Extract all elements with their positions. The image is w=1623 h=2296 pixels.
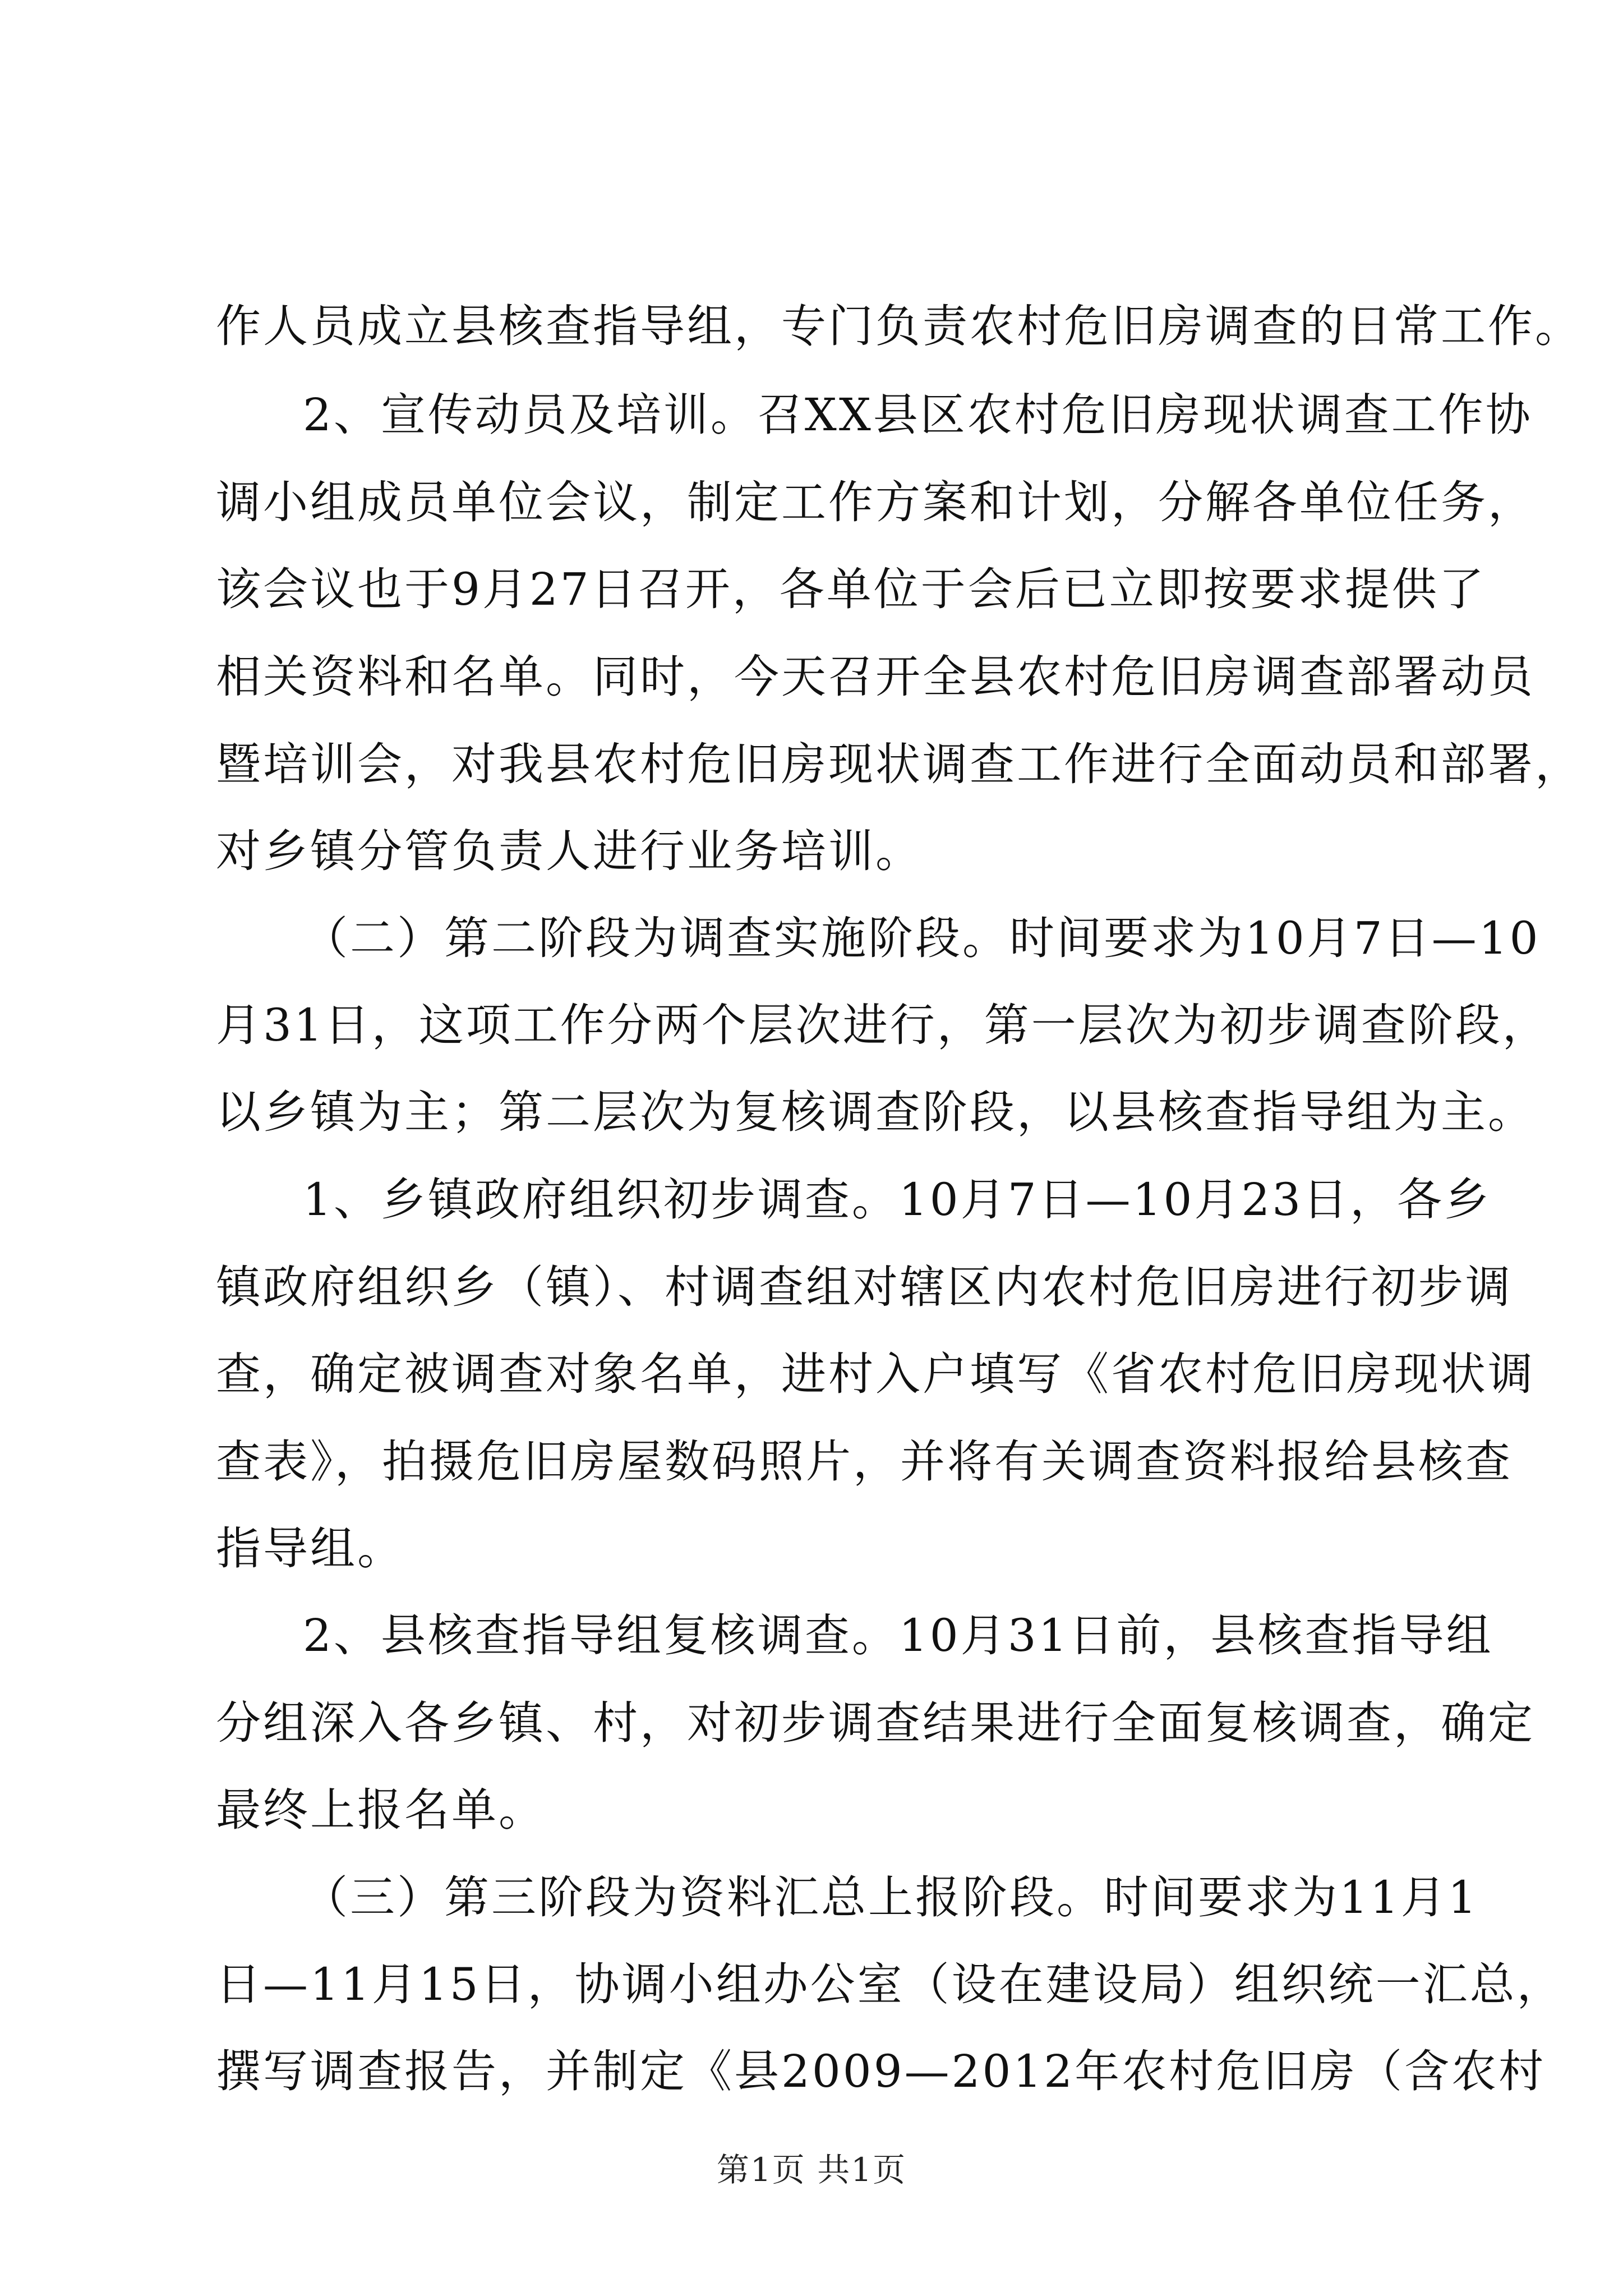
text-line: 分组深入各乡镇、村，对初步调查结果进行全面复核调查，确定: [216, 1697, 1535, 1749]
text-line: 日—11月15日，协调小组办公室（设在建设局）组织统一汇总，: [216, 1958, 1564, 2010]
text-line: （三）第三阶段为资料汇总上报阶段。时间要求为11月1: [303, 1871, 1479, 1924]
text-line: 月31日，这项工作分两个层次进行，第一层次为初步调查阶段，: [216, 999, 1550, 1051]
text-line: 2、县核查指导组复核调查。10月31日前，县核查指导组: [303, 1609, 1493, 1662]
text-line: 该会议也于9月27日召开，各单位于会后已立即按要求提供了: [216, 563, 1486, 615]
text-line: 指导组。: [216, 1522, 404, 1575]
text-line: 相关资料和名单。同时，今天召开全县农村危旧房调查部署动员: [216, 651, 1535, 703]
text-line: 作人员成立县核查指导组，专门负责农村危旧房调查的日常工作。: [216, 300, 1582, 352]
text-line: 调小组成员单位会议，制定工作方案和计划，分解各单位任务，: [216, 476, 1535, 528]
text-line: 对乡镇分管负责人进行业务培训。: [216, 825, 923, 877]
text-line: 镇政府组织乡（镇）、村调查组对辖区内农村危旧房进行初步调: [216, 1261, 1513, 1313]
text-line: 查，确定被调查对象名单，进村入户填写《省农村危旧房现状调: [216, 1348, 1535, 1400]
text-line: 1、乡镇政府组织初步调查。10月7日—10月23日，各乡: [303, 1174, 1492, 1226]
text-line: 最终上报名单。: [216, 1784, 546, 1836]
text-line: 查表》，拍摄危旧房屋数码照片，并将有关调查资料报给县核查: [216, 1435, 1513, 1488]
page-footer: 第1页 共1页: [716, 2151, 907, 2189]
text-line: 撰写调查报告，并制定《县2009—2012年农村危旧房（含农村: [216, 2045, 1546, 2097]
text-line: 暨培训会，对我县农村危旧房现状调查工作进行全面动员和部署，: [216, 738, 1582, 790]
text-line: （二）第二阶段为调查实施阶段。时间要求为10月7日—10: [303, 912, 1541, 964]
text-line: 2、宣传动员及培训。召XX县区农村危旧房现状调查工作协: [303, 389, 1533, 441]
text-line: 以乡镇为主；第二层次为复核调查阶段，以县核查指导组为主。: [216, 1086, 1535, 1138]
